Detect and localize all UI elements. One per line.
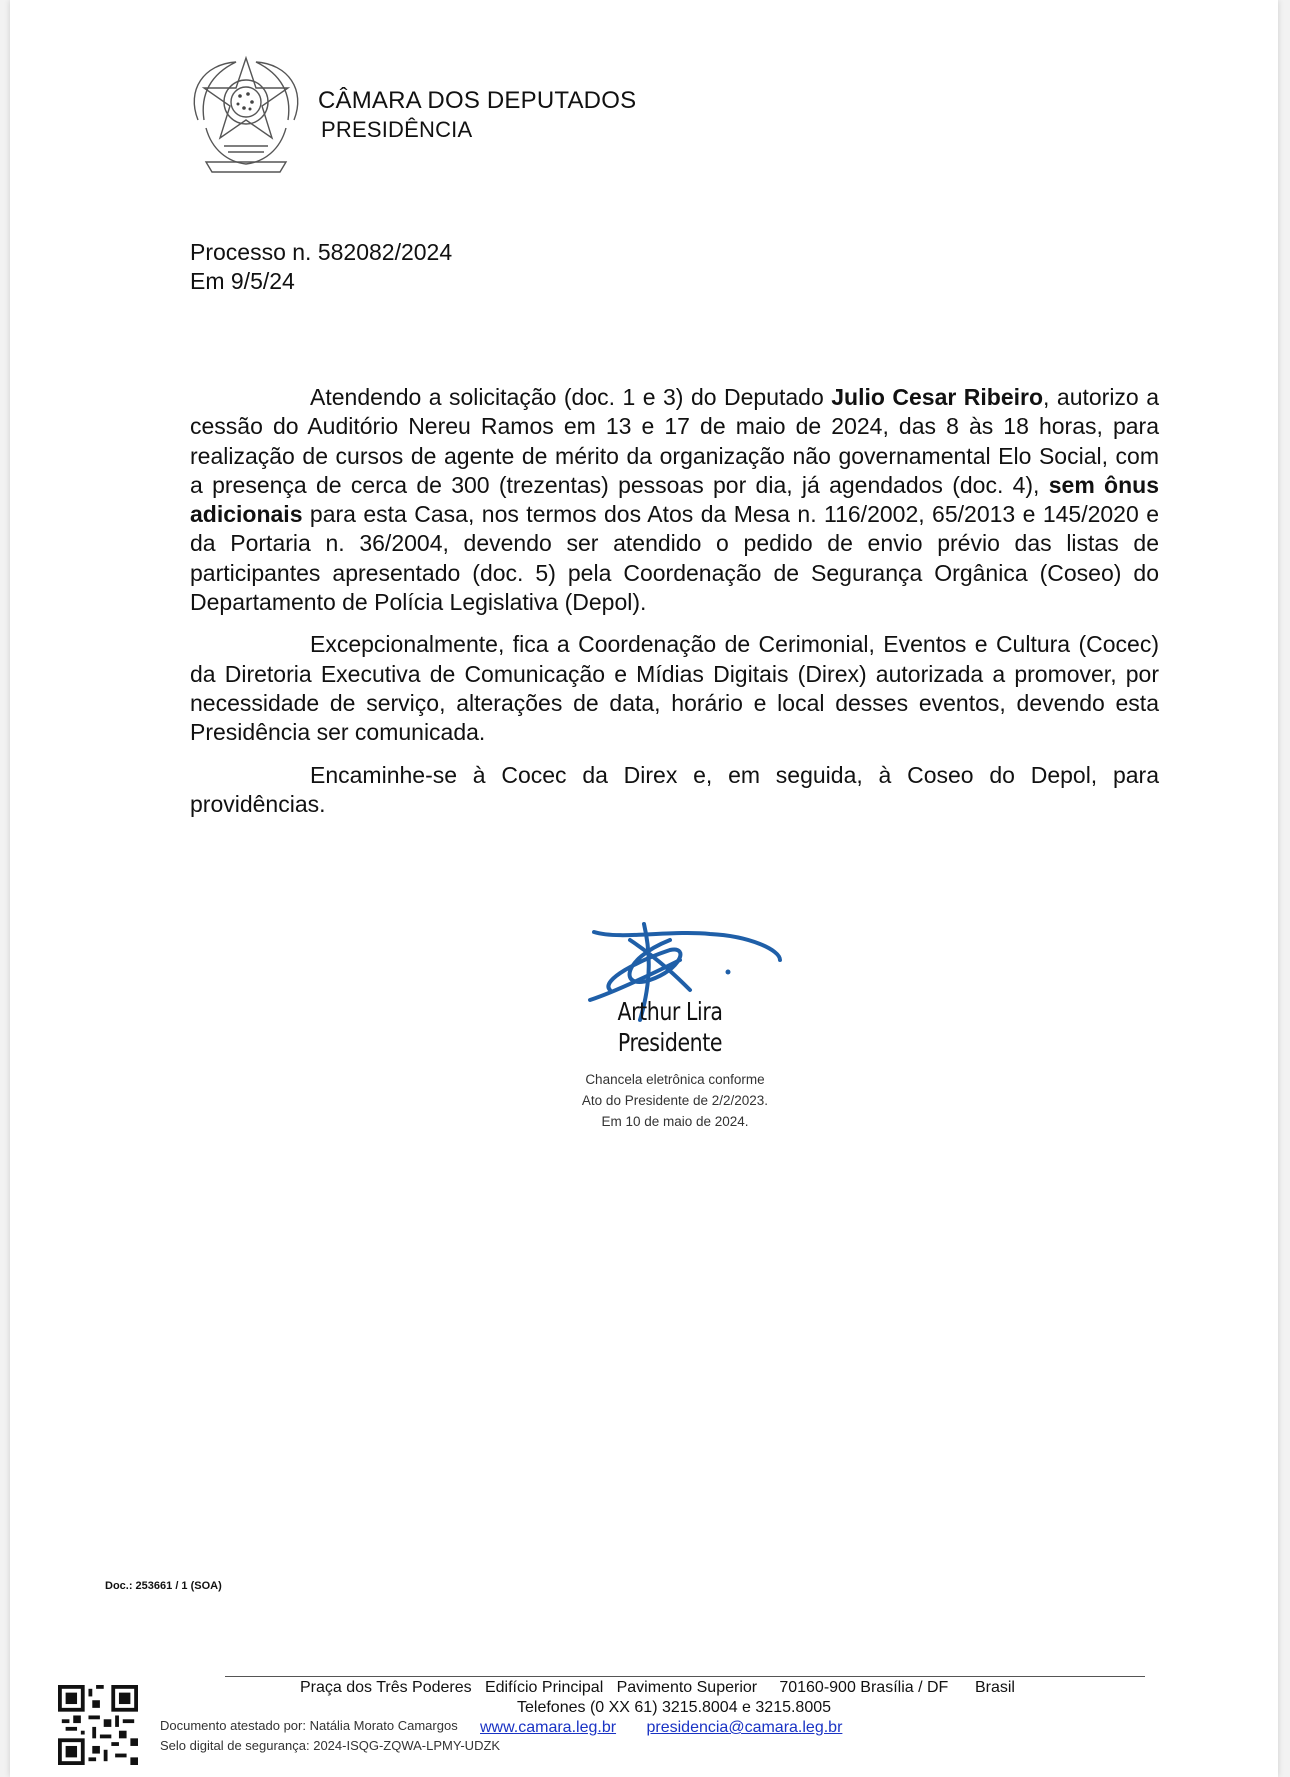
process-number: Processo n. 582082/2024	[190, 239, 453, 265]
document-body	[190, 383, 1159, 832]
no-cost-emphasis: sem ônus adicionais	[190, 471, 1159, 528]
attestation-block	[160, 1716, 500, 1756]
p1-text-e: para esta Casa, nos termos dos Atos da Mesa n. 116/2002, 65/2013 e 145/2020 e da Portaria n. 36/2004, devendo ser atendido o pedido de envio prévio das listas de participantes apresentado (doc. 5) pela Coordenação de Segurança Orgânica (Coseo) do Departamento de Polícia Legislativa (Depol).	[190, 501, 1159, 616]
stamp-line-2: Ato do Presidente de 2/2/2023.	[581, 1093, 769, 1108]
institution-header	[318, 86, 636, 144]
attested-by: Documento atestado por: Natália Morato Camargos	[160, 1718, 458, 1733]
stamp-line-1: Chancela eletrônica conforme	[585, 1072, 765, 1087]
website-link[interactable]: www.camara.leg.br	[480, 1719, 617, 1736]
paragraph-authorization	[190, 383, 1159, 617]
p1-text-a: Atendendo a solicitação (doc. 1 e 3) do Deputado	[310, 384, 832, 410]
p1-text-c: , autorizo a cessão do Auditório Nereu Ramos em 13 e 17 de maio de 2024, das 8 às 18 horas, para realização de cursos de agente de mérito da organização não governamental Elo Social, com a presença de cerca de 300 (trezentas) pessoas por dia, já agendados (doc. 4),	[190, 384, 1159, 498]
department-name: PRESIDÊNCIA	[321, 117, 473, 142]
paragraph-exception: Excepcionalmente, fica a Coordenação de Cerimonial, Eventos e Cultura (Cocec) da Diretoria Executiva de Comunicação e Mídias Digitais (Direx) autorizada a promover, por necessidade de serviço, alterações de data, horário e local desses eventos, devendo esta Presidência ser comunicada.	[190, 631, 1159, 746]
footer-links	[480, 1719, 868, 1737]
footer-phones: Telefones (0 XX 61) 3215.8004 e 3215.8005	[517, 1699, 832, 1716]
electronic-stamp	[550, 1069, 800, 1132]
institution-name: CÂMARA DOS DEPUTADOS	[318, 87, 637, 114]
deputy-name: Julio Cesar Ribeiro	[831, 384, 1044, 410]
footer-address: Praça dos Três Poderes Edifício Principal Pavimento Superior 70160-900 Brasília / DF Brasil	[300, 1679, 1015, 1696]
coat-of-arms-seal	[176, 50, 316, 180]
email-link[interactable]: presidencia@camara.leg.br	[646, 1719, 843, 1736]
paragraph-forwarding: Encaminhe-se à Cocec da Direx e, em seguida, à Coseo do Depol, para providências.	[190, 761, 1159, 817]
signatory-name: Arthur Lira	[617, 997, 723, 1026]
security-seal: Selo digital de segurança: 2024-ISQG-ZQWA-LPMY-UDZK	[160, 1738, 501, 1753]
process-info	[190, 238, 452, 296]
signatory-block	[588, 996, 752, 1058]
qr-code-icon[interactable]	[58, 1685, 138, 1765]
signatory-title: Presidente	[617, 1028, 723, 1057]
document-page	[10, 0, 1278, 1777]
stamp-line-3: Em 10 de maio de 2024.	[601, 1114, 749, 1129]
process-date: Em 9/5/24	[190, 268, 295, 294]
footer-divider	[225, 1676, 1145, 1677]
document-reference: Doc.: 253661 / 1 (SOA)	[105, 1580, 222, 1592]
